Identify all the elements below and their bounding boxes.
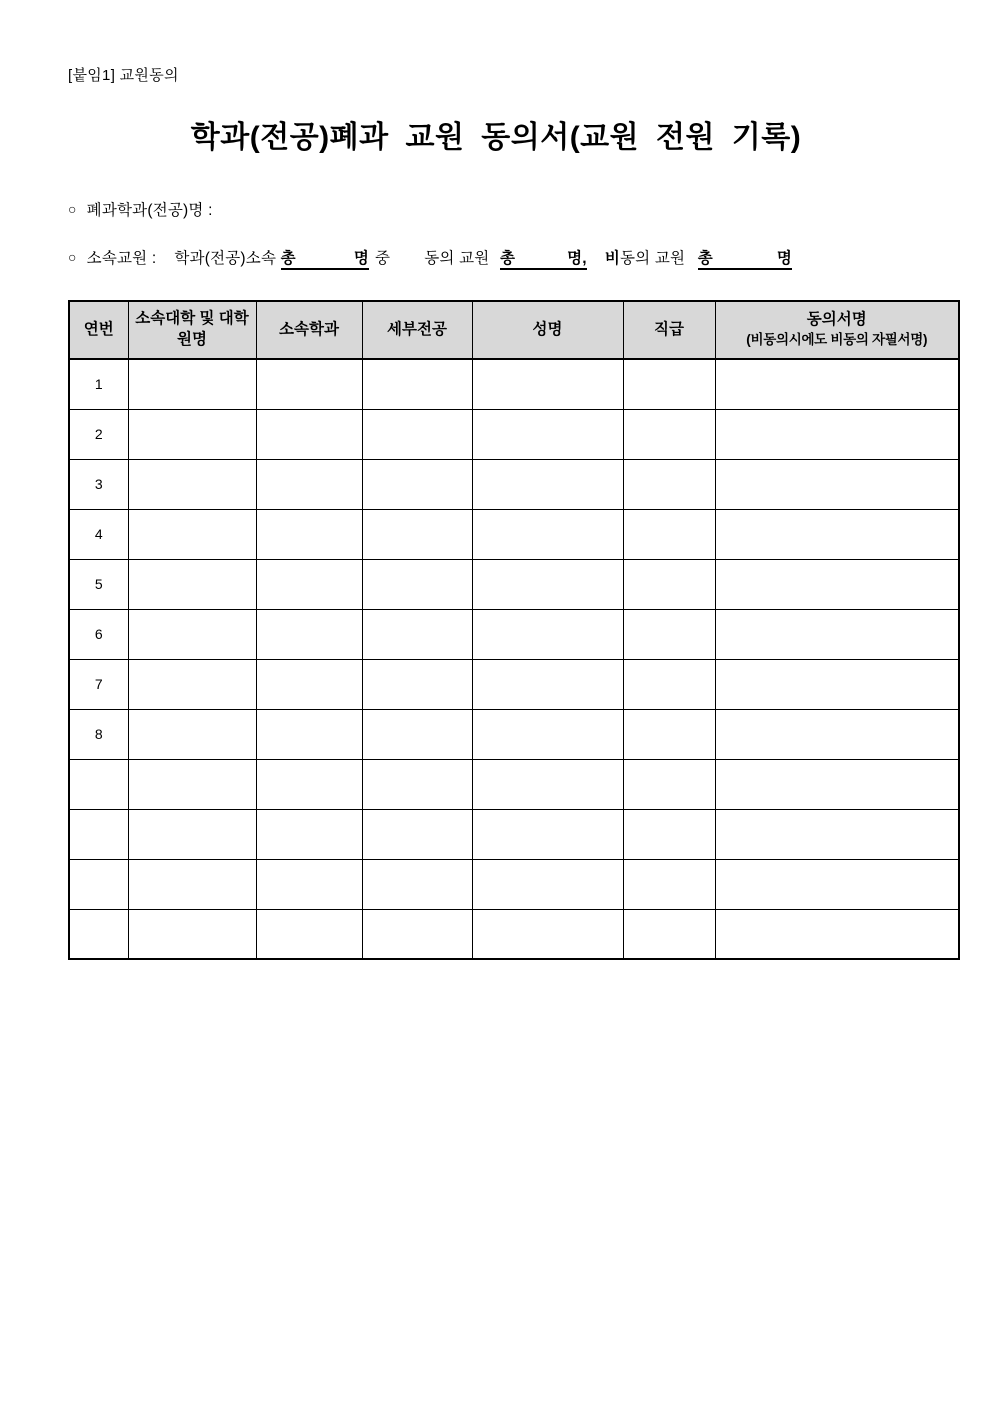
empty-cell — [362, 559, 472, 609]
empty-cell — [362, 359, 472, 409]
row-number-cell — [69, 859, 128, 909]
col-header-major: 세부전공 — [362, 301, 472, 359]
empty-cell — [715, 559, 959, 609]
empty-cell — [256, 509, 362, 559]
empty-cell — [256, 459, 362, 509]
total-word: 총 — [280, 250, 296, 267]
empty-cell — [623, 859, 715, 909]
empty-cell — [623, 459, 715, 509]
empty-cell — [715, 859, 959, 909]
empty-cell — [128, 359, 256, 409]
table-row — [69, 609, 959, 659]
row-number-cell — [69, 909, 128, 959]
empty-cell — [623, 809, 715, 859]
empty-cell — [472, 759, 623, 809]
empty-cell — [472, 359, 623, 409]
col-header-no: 연번 — [69, 301, 128, 359]
table-row — [69, 509, 959, 559]
empty-cell — [715, 809, 959, 859]
empty-cell — [715, 459, 959, 509]
col-header-name: 성명 — [472, 301, 623, 359]
row-number-cell: 7 — [69, 659, 128, 709]
empty-cell — [256, 559, 362, 609]
empty-cell — [715, 759, 959, 809]
empty-cell — [256, 659, 362, 709]
empty-cell — [256, 359, 362, 409]
row-number-cell: 8 — [69, 709, 128, 759]
empty-cell — [128, 409, 256, 459]
closed-dept-field — [68, 198, 213, 220]
empty-cell — [623, 609, 715, 659]
disagree-count-blank-field — [698, 249, 792, 270]
empty-cell — [623, 659, 715, 709]
empty-cell — [715, 659, 959, 709]
unit-word: 명, — [567, 250, 587, 267]
empty-cell — [128, 459, 256, 509]
empty-cell — [128, 609, 256, 659]
closed-dept-label: 폐과학과(전공)명 : — [86, 202, 213, 219]
table-header-row — [69, 301, 959, 359]
col-header-position: 직급 — [623, 301, 715, 359]
empty-cell — [623, 359, 715, 409]
table-row — [69, 859, 959, 909]
agree-count-blank-field — [500, 249, 587, 270]
empty-cell — [362, 609, 472, 659]
faculty-counts-field — [68, 246, 792, 270]
row-number-cell: 6 — [69, 609, 128, 659]
empty-cell — [362, 409, 472, 459]
empty-cell — [472, 559, 623, 609]
empty-cell — [128, 759, 256, 809]
empty-cell — [362, 809, 472, 859]
col-header-signature — [715, 301, 959, 359]
empty-cell — [715, 709, 959, 759]
empty-cell — [623, 559, 715, 609]
empty-cell — [362, 909, 472, 959]
empty-cell — [362, 709, 472, 759]
signature-header-title: 동의서명 — [806, 311, 867, 329]
dept-prefix-label: 학과(전공)소속 — [174, 250, 277, 267]
empty-cell — [472, 509, 623, 559]
empty-cell — [128, 559, 256, 609]
row-number-cell: 3 — [69, 459, 128, 509]
signature-header-subtitle: (비동의시에도 비동의 자필서명) — [746, 332, 928, 348]
agree-faculty-label: 동의 교원 — [424, 250, 490, 267]
empty-cell — [472, 609, 623, 659]
table-row — [69, 709, 959, 759]
table-row — [69, 409, 959, 459]
table-row — [69, 759, 959, 809]
empty-cell — [623, 409, 715, 459]
empty-cell — [472, 709, 623, 759]
table-row — [69, 809, 959, 859]
circle-bullet-icon: ○ — [68, 249, 77, 265]
empty-cell — [128, 859, 256, 909]
empty-cell — [128, 909, 256, 959]
row-number-cell: 4 — [69, 509, 128, 559]
row-number-cell: 1 — [69, 359, 128, 409]
row-number-cell: 5 — [69, 559, 128, 609]
total-word: 총 — [499, 250, 516, 267]
empty-cell — [362, 509, 472, 559]
empty-cell — [362, 859, 472, 909]
disagree-faculty-label: 동의 교원 — [620, 250, 686, 267]
empty-cell — [715, 609, 959, 659]
empty-cell — [256, 759, 362, 809]
empty-cell — [362, 759, 472, 809]
col-header-department: 소속학과 — [256, 301, 362, 359]
empty-cell — [472, 659, 623, 709]
empty-cell — [623, 759, 715, 809]
unit-word: 명 — [776, 250, 793, 267]
empty-cell — [256, 809, 362, 859]
empty-cell — [715, 909, 959, 959]
empty-cell — [472, 909, 623, 959]
row-number-cell — [69, 809, 128, 859]
among-word: 중 — [375, 250, 391, 267]
row-number-cell: 2 — [69, 409, 128, 459]
empty-cell — [472, 859, 623, 909]
table-row — [69, 659, 959, 709]
attachment-label: [붙임1] 교원동의 — [68, 67, 179, 84]
circle-bullet-icon: ○ — [68, 201, 77, 217]
consent-signature-table — [68, 300, 960, 960]
empty-cell — [128, 709, 256, 759]
empty-cell — [362, 459, 472, 509]
empty-cell — [472, 459, 623, 509]
empty-cell — [715, 409, 959, 459]
page-title: 학과(전공)폐과 교원 동의서(교원 전원 기록) — [190, 121, 802, 154]
empty-cell — [128, 659, 256, 709]
table-row — [69, 559, 959, 609]
empty-cell — [128, 809, 256, 859]
empty-cell — [362, 659, 472, 709]
table-row — [69, 909, 959, 959]
empty-cell — [256, 409, 362, 459]
empty-cell — [623, 509, 715, 559]
empty-cell — [715, 359, 959, 409]
empty-cell — [256, 909, 362, 959]
empty-cell — [472, 809, 623, 859]
table-row — [69, 459, 959, 509]
empty-cell — [128, 509, 256, 559]
empty-cell — [623, 709, 715, 759]
total-word: 총 — [697, 250, 713, 267]
table-row — [69, 359, 959, 409]
empty-cell — [715, 509, 959, 559]
disagree-bold-prefix: 비 — [604, 250, 620, 267]
row-number-cell — [69, 759, 128, 809]
unit-word: 명 — [353, 250, 370, 267]
empty-cell — [623, 909, 715, 959]
empty-cell — [256, 609, 362, 659]
empty-cell — [256, 709, 362, 759]
empty-cell — [472, 409, 623, 459]
total-members-blank-field — [281, 249, 369, 270]
empty-cell — [256, 859, 362, 909]
faculty-label: 소속교원 : — [86, 250, 157, 267]
col-header-college: 소속대학 및 대학원명 — [128, 301, 256, 359]
